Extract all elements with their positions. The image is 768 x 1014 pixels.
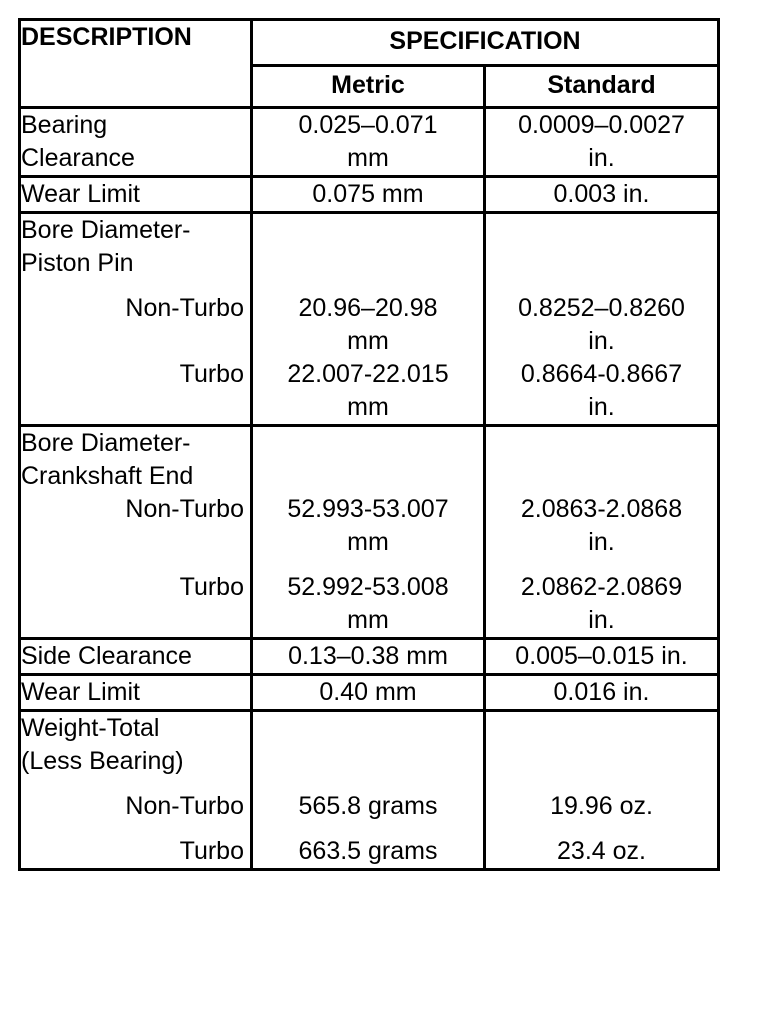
value-unit: mm	[347, 327, 389, 355]
row-description: Wear Limit	[20, 675, 252, 711]
spacer	[21, 526, 250, 559]
value-unit: in.	[588, 606, 615, 634]
value-unit: in.	[588, 144, 615, 172]
value-unit: mm	[347, 528, 389, 556]
value-line: 0.8252–0.8260	[518, 294, 685, 322]
standard-value	[485, 213, 719, 426]
description-line: Bore Diameter-	[21, 216, 191, 244]
value-unit: mm	[347, 606, 389, 634]
row-description	[20, 213, 252, 426]
metric-value: 0.075 mm	[252, 177, 485, 213]
table-row-weight-total	[20, 711, 719, 870]
value-line: 0.025–0.071	[298, 111, 438, 139]
value-unit: in.	[588, 327, 615, 355]
metric-value	[252, 213, 485, 426]
description-line: Crankshaft End	[21, 462, 194, 490]
header-row-top	[20, 20, 719, 66]
value-unit: mm	[347, 144, 389, 172]
value-line: 52.993-53.007	[287, 495, 449, 523]
description-line: Bore Diameter-	[21, 429, 191, 457]
table-row-bearing-clearance	[20, 108, 719, 177]
value-line: 0.0009–0.0027	[518, 111, 685, 139]
value-line: 0.8664-0.8667	[520, 360, 683, 388]
description-line: Bearing	[21, 111, 108, 139]
metric-value	[252, 426, 485, 639]
specification-header: SPECIFICATION	[252, 20, 719, 66]
value-line: 663.5 grams	[298, 837, 438, 865]
table-row-wear-limit	[20, 177, 719, 213]
description-line: Clearance	[21, 144, 135, 172]
standard-value: 0.003 in.	[485, 177, 719, 213]
row-description	[20, 711, 252, 870]
turbo-label: Turbo	[179, 837, 244, 865]
table-row-wear-limit	[20, 675, 719, 711]
value-line: 23.4 oz.	[557, 837, 646, 865]
table-row-side-clearance	[20, 639, 719, 675]
value-line: 19.96 oz.	[550, 792, 653, 820]
standard-value: 0.005–0.015 in.	[485, 639, 719, 675]
non-turbo-label: Non-Turbo	[125, 792, 244, 820]
standard-value	[485, 108, 719, 177]
value-unit: mm	[347, 393, 389, 421]
metric-header: Metric	[252, 66, 485, 108]
specification-table	[18, 18, 720, 871]
turbo-label: Turbo	[179, 360, 244, 388]
turbo-label: Turbo	[179, 573, 244, 601]
value-line: 20.96–20.98	[298, 294, 438, 322]
value-line: 2.0862-2.0869	[520, 573, 683, 601]
value-unit: in.	[588, 393, 615, 421]
value-line: 565.8 grams	[298, 792, 438, 820]
row-description: Side Clearance	[20, 639, 252, 675]
description-line: Piston Pin	[21, 249, 134, 277]
row-description	[20, 108, 252, 177]
row-description	[20, 426, 252, 639]
value-unit: in.	[588, 528, 615, 556]
value-line: 2.0863-2.0868	[520, 495, 683, 523]
row-description: Wear Limit	[20, 177, 252, 213]
value-line: 52.992-53.008	[287, 573, 449, 601]
spacer	[21, 325, 250, 358]
metric-value	[252, 711, 485, 870]
metric-value: 0.13–0.38 mm	[252, 639, 485, 675]
standard-header: Standard	[485, 66, 719, 108]
value-line: 22.007-22.015	[287, 360, 449, 388]
non-turbo-label: Non-Turbo	[125, 294, 244, 322]
standard-value	[485, 426, 719, 639]
metric-value: 0.40 mm	[252, 675, 485, 711]
table-row-bore-crankshaft	[20, 426, 719, 639]
description-line: Weight-Total	[21, 714, 160, 742]
standard-value	[485, 711, 719, 870]
table-row-bore-piston-pin	[20, 213, 719, 426]
metric-value	[252, 108, 485, 177]
non-turbo-label: Non-Turbo	[125, 495, 244, 523]
description-line: (Less Bearing)	[21, 747, 184, 775]
description-header: DESCRIPTION	[20, 20, 252, 108]
standard-value: 0.016 in.	[485, 675, 719, 711]
